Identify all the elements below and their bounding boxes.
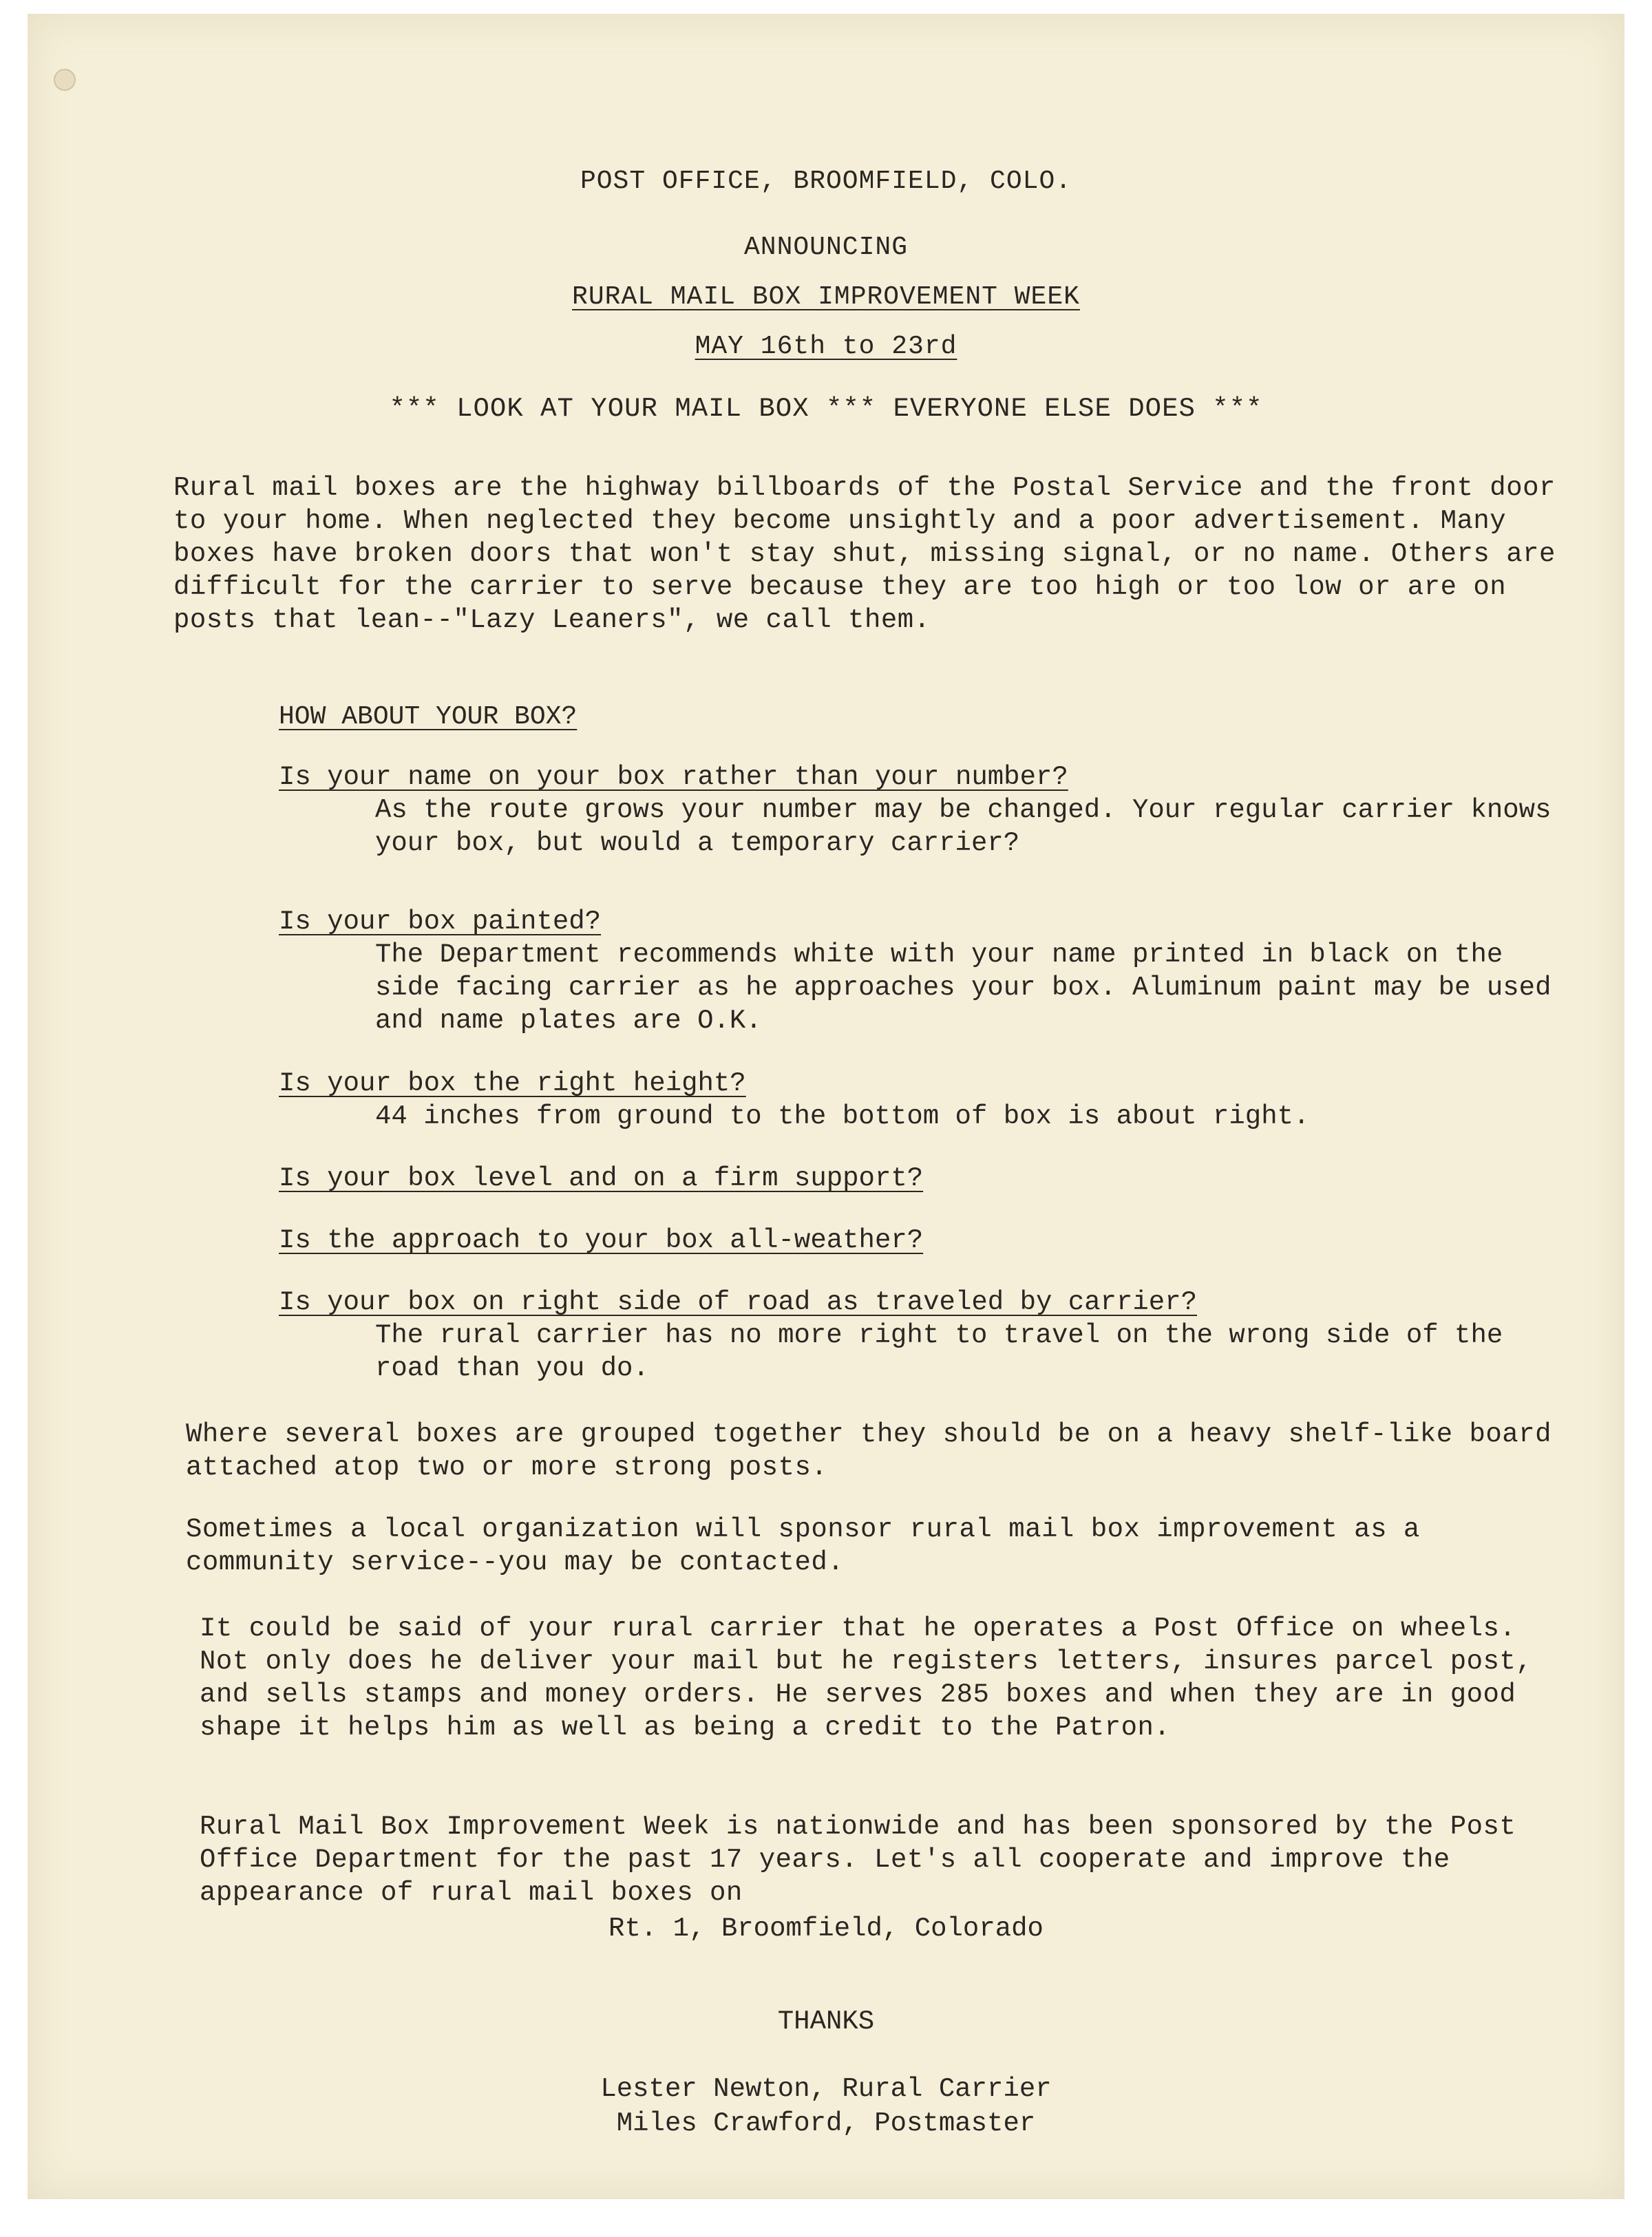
question-text: Is your box on right side of road as traveled by carrier? <box>279 1287 1198 1317</box>
how-about-heading: HOW ABOUT YOUR BOX? <box>279 702 578 732</box>
nationwide-paragraph: Rural Mail Box Improvement Week is nationwide and has been sponsored by the Post Office Department for the past 17 years. Let's all cooperate and improve the appearance of rural mail boxes on <box>200 1812 1516 1908</box>
question-approach <box>279 1224 1566 1257</box>
question-right-side <box>279 1286 1566 1385</box>
event-dates: MAY 16th to 23rd <box>695 332 957 361</box>
question-right-height <box>279 1067 1566 1133</box>
route-line: Rt. 1, Broomfield, Colorado <box>608 1913 1044 1944</box>
question-box-painted <box>279 905 1566 1037</box>
question-name-on-box <box>279 761 1566 860</box>
signer-postmaster: Miles Crawford, Postmaster <box>616 2108 1036 2139</box>
question-answer: As the route grows your number may be changed. Your regular carrier knows your box, but would a temporary carrier? <box>375 795 1552 858</box>
thanks-label: THANKS <box>777 2006 875 2037</box>
question-text: Is the approach to your box all-weather? <box>279 1225 924 1255</box>
question-answer: The Department recommends white with your name printed in black on the side facing carrier as he approaches your box. Aluminum paint may be used and name plates are O.K. <box>375 940 1552 1036</box>
question-answer: The rural carrier has no more right to travel on the wrong side of the road than you do. <box>375 1320 1503 1383</box>
question-text: Is your box painted? <box>279 907 602 937</box>
question-text: Is your box level and on a firm support? <box>279 1163 924 1194</box>
question-text: Is your name on your box rather than your number? <box>279 762 1068 792</box>
question-answer: 44 inches from ground to the bottom of box is about right. <box>375 1101 1310 1132</box>
grouped-boxes-paragraph: Where several boxes are grouped together they should be on a heavy shelf-like board attached atop two or more strong posts. <box>186 1419 1552 1483</box>
paper-hole-mark <box>54 69 76 91</box>
post-office-heading: POST OFFICE, BROOMFIELD, COLO. <box>580 167 1072 196</box>
document-page <box>28 14 1624 2199</box>
carrier-paragraph: It could be said of your rural carrier that he operates a Post Office on wheels. Not only does he deliver your mail but he registers letters, insures parcel post, and sells stamps and money orders. He serves 285 boxes and when they are in good shape it helps him as well as being a credit to the Patron. <box>200 1613 1533 1743</box>
question-level-support <box>279 1162 1566 1195</box>
announcing-label: ANNOUNCING <box>743 233 909 262</box>
event-title: RURAL MAIL BOX IMPROVEMENT WEEK <box>572 282 1080 312</box>
intro-paragraph: Rural mail boxes are the highway billboards of the Postal Service and the front door to your home. When neglected they become unsightly and a poor advertisement. Many boxes have broken doors that won't stay shut, missing signal, or no name. Others are difficult for the carrier to serve because they are too high or too low or are on posts that lean--"Lazy Leaners", we call them. <box>173 473 1556 635</box>
signer-carrier: Lester Newton, Rural Carrier <box>600 2074 1052 2104</box>
slogan: *** LOOK AT YOUR MAIL BOX *** EVERYONE ELSE DOES *** <box>389 394 1263 424</box>
sponsor-paragraph: Sometimes a local organization will sponsor rural mail box improvement as a community service--you may be contacted. <box>186 1514 1420 1578</box>
question-text: Is your box the right height? <box>279 1068 746 1099</box>
